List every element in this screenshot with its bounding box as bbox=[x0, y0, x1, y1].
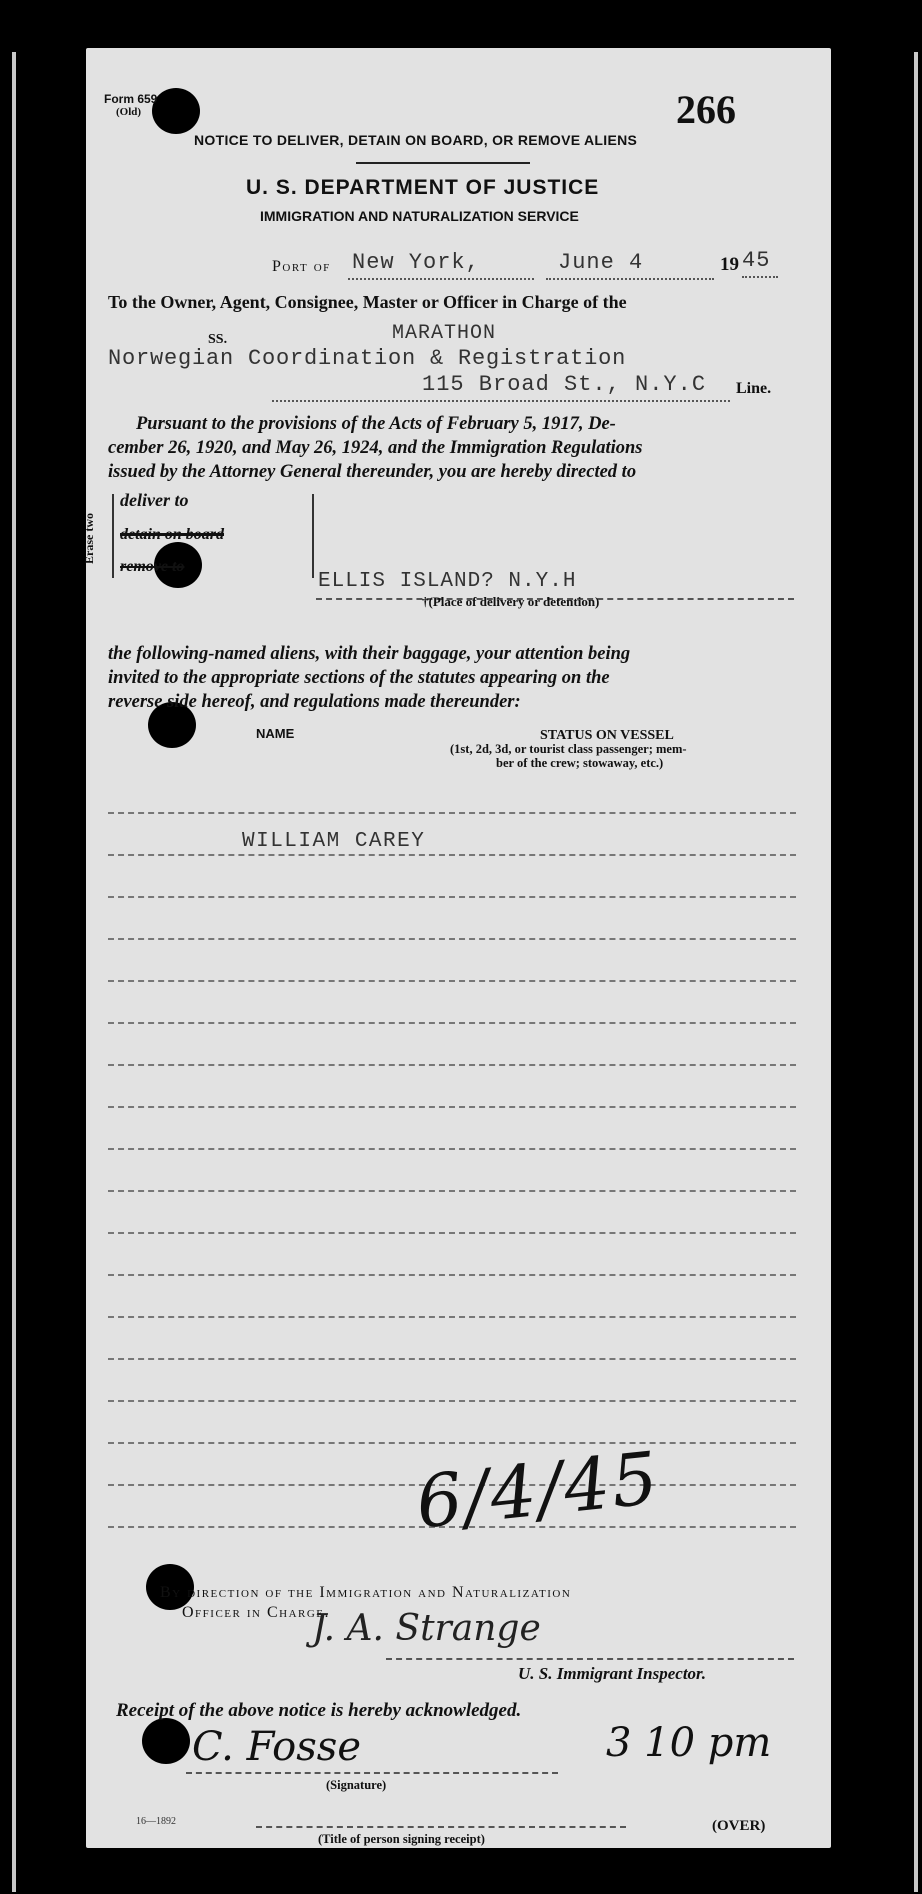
handwritten-date: 6/4/45 bbox=[412, 1435, 664, 1545]
title-rule bbox=[356, 162, 530, 164]
alien-row-line bbox=[108, 1106, 796, 1108]
port-value-field bbox=[348, 250, 534, 280]
notice-title: NOTICE TO DELIVER, DETAIN ON BOARD, OR REMOVE ALIENS bbox=[194, 132, 638, 148]
column-status-note-2: ber of the crew; stowaway, etc.) bbox=[496, 756, 664, 770]
following-line-2: invited to the appropriate sections of the statutes appearing on the bbox=[108, 668, 610, 688]
form-old: (Old) bbox=[116, 106, 142, 118]
to-owner-text: To the Owner, Agent, Consignee, Master or Officer in Charge of the bbox=[108, 292, 627, 312]
ss-label: SS. bbox=[208, 332, 228, 347]
receipt-text: Receipt of the above notice is hereby acknowledged. bbox=[116, 1700, 522, 1721]
line-address-field bbox=[272, 372, 730, 402]
column-status-header: STATUS ON VESSEL bbox=[540, 728, 674, 743]
alien-row-line bbox=[108, 896, 796, 898]
alien-row-line bbox=[108, 1190, 796, 1192]
alien-row-line bbox=[108, 1358, 796, 1360]
title-label: (Title of person signing receipt) bbox=[318, 1832, 485, 1846]
notice-form bbox=[82, 48, 831, 1848]
place-value: ELLIS ISLAND? N.Y.H bbox=[318, 570, 577, 593]
alien-row-line bbox=[108, 980, 796, 982]
erase-bracket-left bbox=[112, 494, 120, 578]
punch-hole bbox=[152, 88, 200, 134]
year-prefix: 19 bbox=[720, 254, 739, 275]
line-company: Norwegian Coordination & Registration bbox=[108, 346, 627, 371]
left-edge-line bbox=[12, 52, 16, 1892]
erase-two-label: Erase two bbox=[82, 513, 96, 564]
over-label: (OVER) bbox=[712, 1818, 766, 1834]
form-number: Form 659 bbox=[104, 92, 158, 106]
port-label: Port of bbox=[272, 258, 331, 275]
date-value-field bbox=[546, 250, 714, 280]
option-detain-on-board bbox=[120, 526, 224, 544]
erase-bracket-right bbox=[306, 494, 314, 578]
receipt-signature: C. Fosse bbox=[192, 1724, 361, 1770]
alien-row-line bbox=[108, 1064, 796, 1066]
alien-row-line bbox=[108, 1400, 796, 1402]
year-value: 45 bbox=[742, 248, 771, 273]
title-line bbox=[256, 1826, 626, 1828]
alien-name: WILLIAM CAREY bbox=[242, 830, 426, 853]
option-remove-to bbox=[120, 558, 184, 576]
column-status-note-1: (1st, 2d, 3d, or tourist class passenger; mem- bbox=[450, 742, 687, 756]
alien-row-line bbox=[108, 1274, 796, 1276]
alien-row-line bbox=[108, 938, 796, 940]
receipt-time: 3 10 pm bbox=[606, 1720, 772, 1766]
inspector-signature: J. A. Strange bbox=[312, 1608, 541, 1649]
service-name: IMMIGRATION AND NATURALIZATION SERVICE bbox=[260, 208, 579, 224]
alien-row-line bbox=[108, 1316, 796, 1318]
alien-row-line bbox=[108, 854, 796, 856]
alien-row-line bbox=[108, 1148, 796, 1150]
option-detain-text: detain on board bbox=[120, 526, 225, 543]
signature-label: (Signature) bbox=[326, 1778, 387, 1792]
year-field bbox=[742, 248, 778, 278]
column-name-header: NAME bbox=[256, 726, 295, 741]
pursuant-line-2: cember 26, 1920, and May 26, 1924, and the Immigration Regulations bbox=[108, 438, 643, 458]
line-label: Line. bbox=[736, 380, 772, 397]
date-value: June 4 bbox=[558, 250, 644, 275]
following-line-1: the following-named aliens, with their baggage, your attention being bbox=[108, 644, 631, 664]
inspector-signature-line bbox=[386, 1658, 794, 1660]
inspector-title: U. S. Immigrant Inspector. bbox=[518, 1664, 706, 1683]
option-remove-text: remove to bbox=[120, 558, 185, 575]
right-edge-line bbox=[914, 52, 918, 1892]
pursuant-line-1: Pursuant to the provisions of the Acts of February 5, 1917, De- bbox=[136, 414, 616, 434]
pursuant-line-3: issued by the Attorney General thereunder, you are hereby directed to bbox=[108, 462, 637, 482]
alien-row-line bbox=[108, 812, 796, 814]
by-direction-line-2: Officer in Charge. bbox=[182, 1604, 331, 1621]
signature-line bbox=[186, 1772, 558, 1774]
punch-hole bbox=[142, 1718, 190, 1764]
port-value: New York, bbox=[352, 250, 480, 275]
serial-number: 266 bbox=[676, 87, 736, 132]
department-name: U. S. DEPARTMENT OF JUSTICE bbox=[246, 176, 600, 199]
by-direction-line-1: By direction of the Immigration and Naturalization bbox=[160, 1584, 572, 1601]
ship-name: MARATHON bbox=[392, 322, 497, 345]
line-address: 115 Broad St., N.Y.C bbox=[422, 372, 707, 397]
option-deliver-to: deliver to bbox=[120, 490, 189, 510]
following-line-3: reverse side hereof, and regulations made thereunder: bbox=[108, 692, 521, 712]
alien-row-line bbox=[108, 1022, 796, 1024]
alien-row-line bbox=[108, 1232, 796, 1234]
alien-row-line bbox=[108, 1442, 796, 1444]
footer-code: 16—1892 bbox=[136, 1816, 176, 1827]
place-caption: †(Place of delivery or detention) bbox=[422, 594, 600, 609]
